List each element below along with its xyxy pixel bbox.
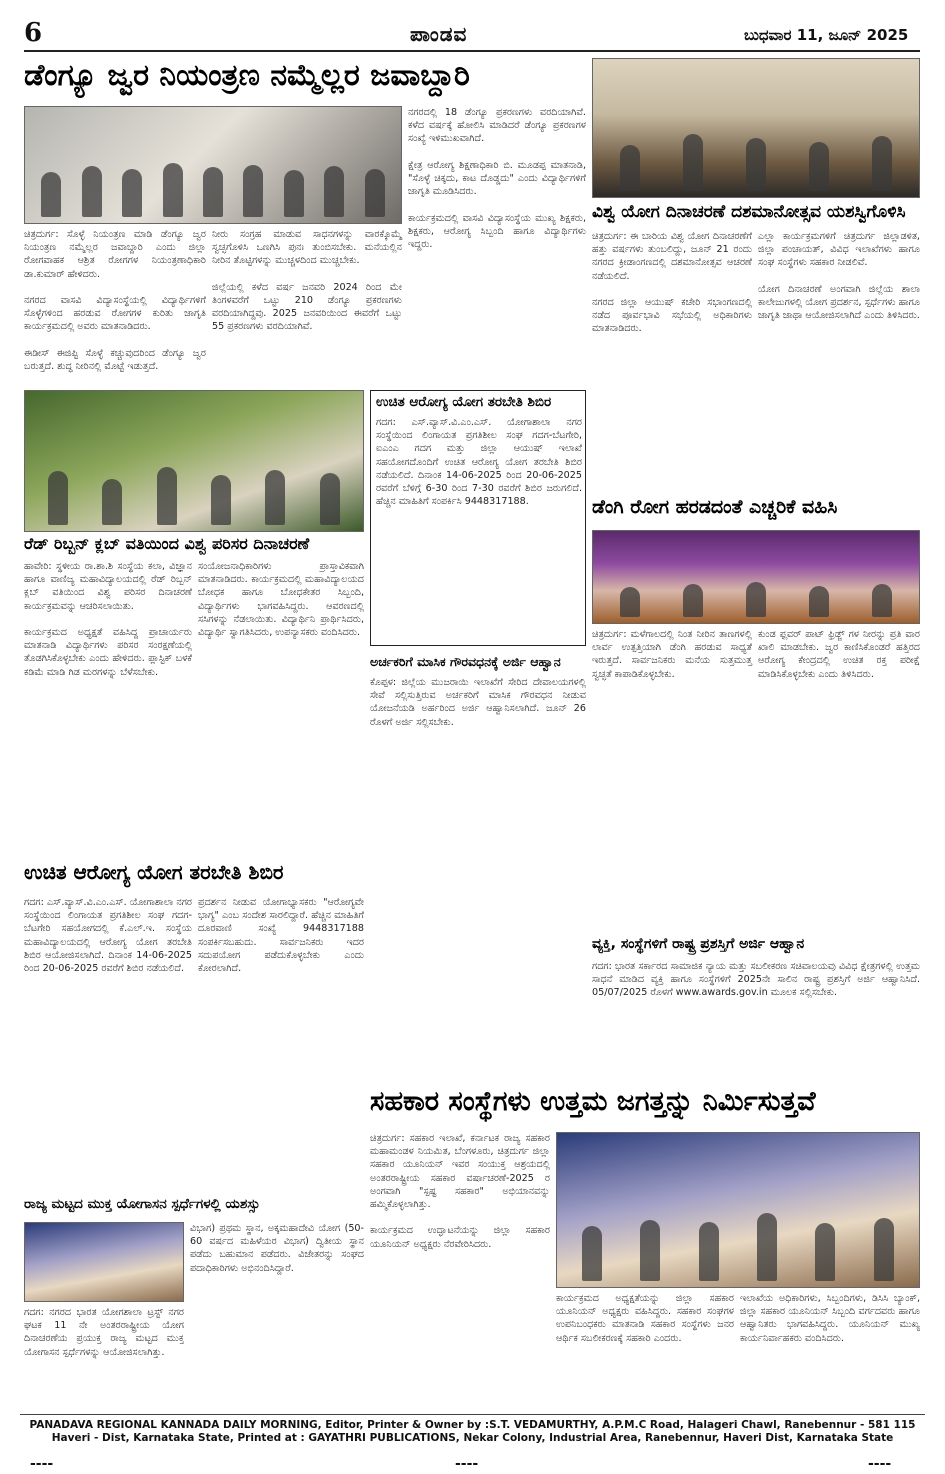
free-yoga-1-headline: ಉಚಿತ ಆರೋಗ್ಯ ಯೋಗ ತರಬೇತಿ ಶಿಬಿರ	[376, 394, 552, 410]
free-yoga-2-body-right: ಪ್ರದರ್ಶನ ನೀಡುವ ಯೋಗಾಭ್ಯಾಸಕರು "ಆರೋಗ್ಯವೇ ಭಾಗ್ಯ" ಎಂಬ ಸಂದೇಶ ಸಾರಲಿದ್ದಾರೆ. ಹೆಚ್ಚಿನ ಮಾಹಿತಿಗೆ ದೂರವಾಣಿ ಸಂಖ್ಯೆ 9448317188 ಸಂಪರ್ಕಿಸಬಹುದು. ಸಾರ್ವಜನಿಕರು ಇದರ ಸದುಪಯೋಗ ಪಡೆದುಕೊಳ್ಳಬೇಕು ಎಂದು ಕೋರಲಾಗಿದೆ.	[198, 897, 368, 975]
red-ribbon-body-left: ಹಾವೇರಿ: ಸ್ಥಳೀಯ ರಾ.ಶಾ.ಶಿ ಸಂಸ್ಥೆಯ ಕಲಾ, ವಿಜ್ಞಾನ ಹಾಗೂ ವಾಣಿಜ್ಯ ಮಹಾವಿದ್ಯಾಲಯದಲ್ಲಿ ರೆಡ್ ರಿಬ್ಬನ್ ಕ್ಲಬ್ ವತಿಯಿಂದ ವಿಶ್ವ ಪರಿಸರ ದಿನಾಚರಣೆ ಕಾರ್ಯಕ್ರಮವನ್ನು ಆಚರಿಸಲಾಯಿತು. ಕಾರ್ಯಕ್ರಮದ ಅಧ್ಯಕ್ಷತೆ ವಹಿಸಿದ್ದ ಪ್ರಾಚಾರ್ಯರು ಮಾತನಾಡಿ ವಿದ್ಯಾರ್ಥಿಗಳು ಪರಿಸರ ಸಂರಕ್ಷಣೆಯಲ್ಲಿ ತೊಡಗಿಸಿಕೊಳ್ಳಬೇಕು ಎಂದು ಹೇಳಿದರು. ಪ್ಲಾಸ್ಟಿಕ್ ಬಳಕೆ ಕಡಿಮೆ ಮಾಡಿ ಗಿಡ ಮರಗಳನ್ನು ಬೆಳೆಸಬೇಕು.	[24, 561, 192, 678]
footer-rule	[20, 1414, 925, 1415]
masthead-rule	[24, 50, 920, 52]
cooperative-headline: ಸಹಕಾರ ಸಂಸ್ಥೆಗಳು ಉತ್ತಮ ಜಗತ್ತನ್ನು ನಿರ್ಮಿಸುತ್ತವೆ	[370, 1086, 816, 1117]
red-ribbon-body-right: ಸಂಯೋಜನಾಧಿಕಾರಿಗಳು ಪ್ರಾಸ್ತಾವಿಕವಾಗಿ ಮಾತನಾಡಿದರು. ಕಾರ್ಯಕ್ರಮದಲ್ಲಿ ಮಹಾವಿದ್ಯಾಲಯದ ಬೋಧಕ ಹಾಗೂ ಬೋಧಕೇತರ ಸಿಬ್ಬಂದಿ, ವಿದ್ಯಾರ್ಥಿಗಳು ಭಾಗವಹಿಸಿದ್ದರು. ಆವರಣದಲ್ಲಿ ಸಸಿಗಳನ್ನು ನೆಡಲಾಯಿತು. ವಿದ್ಯಾರ್ಥಿನಿ ಪ್ರಾರ್ಥಿಸಿದರು, ವಿದ್ಯಾರ್ಥಿ ಸ್ವಾಗತಿಸಿದರು, ಉಪನ್ಯಾಸಕರು ವಂದಿಸಿದರು.	[198, 561, 368, 639]
edition-date: ಬುಧವಾರ 11, ಜೂನ್ 2025	[744, 26, 909, 44]
archaka-headline: ಅರ್ಚಕರಿಗೆ ಮಾಸಿಕ ಗೌರವಧನಕ್ಕೆ ಅರ್ಜಿ ಆಹ್ವಾನ	[370, 654, 561, 669]
yoga-day-headline: ವಿಶ್ವ ಯೋಗ ದಿನಾಚರಣೆ ದಶಮಾನೋತ್ಸವ ಯಶಸ್ವಿಗೊಳಿಸಿ	[592, 202, 906, 222]
archaka-body: ಕೊಪ್ಪಳ: ಜಿಲ್ಲೆಯ ಮುಜರಾಯಿ ಇಲಾಖೆಗೆ ಸೇರಿದ ದೇವಾಲಯಗಳಲ್ಲಿ ಸೇವೆ ಸಲ್ಲಿಸುತ್ತಿರುವ ಅರ್ಚಕರಿಗೆ ಮಾಸಿಕ ಗೌರವಧನ ನೀಡುವ ಯೋಜನೆಯಡಿ ಅರ್ಹರಿಂದ ಅರ್ಜಿ ಆಹ್ವಾನಿಸಲಾಗಿದೆ. ಜೂನ್ 26 ರೊಳಗೆ ಅರ್ಜಿ ಸಲ್ಲಿಸಬೇಕು.	[370, 677, 590, 728]
cooperative-body-right: ಇಲಾಖೆಯ ಅಧಿಕಾರಿಗಳು, ಸಿಬ್ಬಂದಿಗಳು, ಡಿಸಿಸಿ ಬ್ಯಾಂಕ್, ಜಿಲ್ಲಾ ಸಹಕಾರ ಯೂನಿಯನ್ ಸಿಬ್ಬಂದಿ ವರ್ಗದವರು ಹಾಗೂ ಆಹ್ವಾನಿತರು ಭಾಗವಹಿಸಿದ್ದರು. ಯೂನಿಯನ್ ಮುಖ್ಯ ಕಾರ್ಯನಿರ್ವಾಹಕರು ವಂದಿಸಿದರು.	[740, 1293, 924, 1344]
cooperative-body-mid: ಕಾರ್ಯಕ್ರಮದ ಅಧ್ಯಕ್ಷತೆಯನ್ನು ಜಿಲ್ಲಾ ಸಹಕಾರ ಯೂನಿಯನ್ ಅಧ್ಯಕ್ಷರು ವಹಿಸಿದ್ದರು. ಸಹಕಾರ ಸಂಘಗಳ ಉಪನಿಬಂಧಕರು ಮಾತನಾಡಿ ಸಹಕಾರ ಸಂಸ್ಥೆಗಳು ಜನರ ಆರ್ಥಿಕ ಸಬಲೀಕರಣಕ್ಕೆ ಸಹಕಾರಿ ಎಂದರು.	[556, 1293, 738, 1344]
dengue-headline: ಡೆಂಗ್ಯೂ ಜ್ವರ ನಿಯಂತ್ರಣ ನಮ್ಮೆಲ್ಲರ ಜವಾಬ್ದಾರಿ	[24, 58, 470, 93]
footer-line-2: Haveri - Dist, Karnataka State, Printed at : GAYATHRI PUBLICATIONS, Nekar Colony, Industrial Area, Ranebennur, Haveri Dist, Karnataka State	[51, 1432, 894, 1444]
state-yoga-photo	[24, 1222, 184, 1302]
newspaper-name: ಪಾಂಡವ	[410, 22, 468, 46]
state-yoga-headline: ರಾಜ್ಯ ಮಟ್ಟದ ಮುಕ್ತ ಯೋಗಾಸನ ಸ್ಪರ್ಧೆಗಳಲ್ಲಿ ಯಶಸ್ಸು	[24, 1196, 261, 1212]
dengue-body-mid: ನೀರು ಸಂಗ್ರಹ ಮಾಡುವ ಸಾಧನಗಳನ್ನು ವಾರಕ್ಕೊಮ್ಮೆ ಸ್ವಚ್ಛಗೊಳಿಸಿ ಒಣಗಿಸಿ ಪುನಃ ತುಂಬಿಸಬೇಕು. ಮನೆಯಲ್ಲಿನ ನೀರಿನ ತೊಟ್ಟಿಗಳನ್ನು ಮುಚ್ಚಳದಿಂದ ಮುಚ್ಚಬೇಕು. ಜಿಲ್ಲೆಯಲ್ಲಿ ಕಳೆದ ವರ್ಷ ಜನವರಿ 2024 ರಿಂದ ಮೇ ತಿಂಗಳವರೆಗೆ ಒಟ್ಟು 210 ಡೆಂಗ್ಯೂ ಪ್ರಕರಣಗಳು ವರದಿಯಾಗಿದ್ದವು. 2025 ಜನವರಿಯಿಂದ ಈವರೆಗೆ ಒಟ್ಟು 55 ಪ್ರಕರಣಗಳು ವರದಿಯಾಗಿವೆ.	[212, 229, 402, 333]
dengue-body-right: ನಗರದಲ್ಲಿ 18 ಡೆಂಗ್ಯೂ ಪ್ರಕರಣಗಳು ವರದಿಯಾಗಿವೆ. ಕಳೆದ ವರ್ಷಕ್ಕೆ ಹೋಲಿಸಿ ಮಾಡಿದರೆ ಡೆಂಗ್ಯೂ ಪ್ರಕರಣಗಳ ಸಂಖ್ಯೆ ಇಳಿಮುಖವಾಗಿದೆ. ಕ್ಷೇತ್ರ ಆರೋಗ್ಯ ಶಿಕ್ಷಣಾಧಿಕಾರಿ ಬಿ. ಮೂಡಪ್ಪ ಮಾತನಾಡಿ, "ಸೊಳ್ಳೆ ಚಿಕ್ಕದು, ಕಾಟ ದೊಡ್ಡದು" ಎಂದು ವಿದ್ಯಾರ್ಥಿಗಳಿಗೆ ಜಾಗೃತಿ ಮೂಡಿಸಿದರು. ಕಾರ್ಯಕ್ರಮದಲ್ಲಿ ವಾಸವಿ ವಿದ್ಯಾಸಂಸ್ಥೆಯ ಮುಖ್ಯ ಶಿಕ್ಷಕರು, ಶಿಕ್ಷಕರು, ಆರೋಗ್ಯ ಸಿಬ್ಬಂದಿ ಹಾಗೂ ವಿದ್ಯಾರ್ಥಿಗಳು ಇದ್ದರು.	[408, 107, 586, 251]
dengue-body-left: ಚಿತ್ರದುರ್ಗ: ಸೊಳ್ಳೆ ನಿಯಂತ್ರಣ ಮಾಡಿ ಡೆಂಗ್ಯೂ ಜ್ವರ ನಿಯಂತ್ರಣ ನಮ್ಮೆಲ್ಲರ ಜವಾಬ್ದಾರಿ ಎಂದು ಜಿಲ್ಲಾ ರೋಗವಾಹಕ ಆಶ್ರಿತ ರೋಗಗಳ ನಿಯಂತ್ರಣಾಧಿಕಾರಿ ಡಾ.ಕುಮಾರ್ ಹೇಳಿದರು. ನಗರದ ವಾಸವಿ ವಿದ್ಯಾಸಂಸ್ಥೆಯಲ್ಲಿ ವಿದ್ಯಾರ್ಥಿಗಳಿಗೆ ಸೊಳ್ಳೆಗಳಿಂದ ಹರಡುವ ರೋಗಗಳ ಕುರಿತು ಜಾಗೃತಿ ಕಾರ್ಯಕ್ರಮದಲ್ಲಿ ಅವರು ಮಾತನಾಡಿದರು. ಈಡೀಸ್ ಈಜಿಪ್ಟಿ ಸೊಳ್ಳೆ ಕಚ್ಚುವುದರಿಂದ ಡೆಂಗ್ಯೂ ಜ್ವರ ಬರುತ್ತದೆ. ಶುದ್ಧ ನೀರಿನಲ್ಲಿ ಮೊಟ್ಟೆ ಇಡುತ್ತದೆ.	[24, 229, 206, 373]
award-headline: ವ್ಯಕ್ತಿ, ಸಂಸ್ಥೆಗಳಿಗೆ ರಾಷ್ಟ್ರ ಪ್ರಶಸ್ತಿಗೆ ಅರ್ಜಿ ಆಹ್ವಾನ	[592, 936, 805, 952]
red-ribbon-headline: ರೆಡ್ ರಿಬ್ಬನ್ ಕ್ಲಬ್ ವತಿಯಿಂದ ವಿಶ್ವ ಪರಿಸರ ದಿನಾಚರಣೆ	[24, 534, 310, 553]
dengue-warning-photo	[592, 530, 920, 624]
footer-dash-right: ----	[868, 1456, 892, 1472]
dengue-warning-body-right: ಕುಂಡ ಫ್ಲವರ್ ಪಾಟ್ ಫ್ರಿಡ್ಜ್ ಗಳ ನೀರನ್ನು ಪ್ರತಿ ವಾರ ಖಾಲಿ ಮಾಡಬೇಕು. ಜ್ವರ ಕಾಣಿಸಿಕೊಂಡರೆ ಹತ್ತಿರದ ಆರೋಗ್ಯ ಕೇಂದ್ರದಲ್ಲಿ ಉಚಿತ ರಕ್ತ ಪರೀಕ್ಷೆ ಮಾಡಿಸಿಕೊಳ್ಳಬೇಕು ಎಂದು ತಿಳಿಸಿದರು.	[758, 629, 924, 680]
free-yoga-2-body-left: ಗದಗ: ಎಸ್.ವ್ಯಾಸ್.ವಿ.ಎಂ.ಎಸ್. ಯೋಗಾಶಾಲಾ ನಗರ ಸಂಸ್ಥೆಯಿಂದ ಲಿಂಗಾಯತ ಪ್ರಗತಿಶೀಲ ಸಂಘ ಗದಗ-ಬೆಟಗೇರಿ ಸಹಯೋಗದಲ್ಲಿ ಕೆ.ಎಲ್.ಇ. ಸಂಸ್ಥೆಯ ಮಹಾವಿದ್ಯಾಲಯದಲ್ಲಿ ಆರೋಗ್ಯ ಯೋಗ ತರಬೇತಿ ಶಿಬಿರ ಆಯೋಜಿಸಲಾಗಿದೆ. ದಿನಾಂಕ 14-06-2025 ರಿಂದ 20-06-2025 ರವರೆಗೆ ಶಿಬಿರ ನಡೆಯಲಿದೆ.	[24, 897, 196, 975]
yoga-day-body-left: ಚಿತ್ರದುರ್ಗ: ಈ ಬಾರಿಯ ವಿಶ್ವ ಯೋಗ ದಿನಾಚರಣೆಗೆ ಹತ್ತು ವರ್ಷಗಳು ತುಂಬಲಿದ್ದು, ಜೂನ್ 21 ರಂದು ನಗರದ ಕ್ರೀಡಾಂಗಣದಲ್ಲಿ ದಶಮಾನೋತ್ಸವ ಆಚರಣೆ ನಡೆಯಲಿದೆ. ನಗರದ ಜಿಲ್ಲಾ ಆಯುಷ್ ಕಚೇರಿ ಸಭಾಂಗಣದಲ್ಲಿ ನಡೆದ ಪೂರ್ವಭಾವಿ ಸಭೆಯಲ್ಲಿ ಅಧಿಕಾರಿಗಳು ಮಾತನಾಡಿದರು.	[592, 231, 752, 335]
free-yoga-2-headline: ಉಚಿತ ಆರೋಗ್ಯ ಯೋಗ ತರಬೇತಿ ಶಿಬಿರ	[24, 860, 284, 884]
state-yoga-body-left: ಗದಗ: ನಗರದ ಭಾರತ ಯೋಗಶಾಲಾ ಟ್ರಸ್ಟ್ ನಗರ ಘಟಕ 11 ನೇ ಅಂತರರಾಷ್ಟ್ರೀಯ ಯೋಗ ದಿನಾಚರಣೆಯ ಪ್ರಯುಕ್ತ ರಾಜ್ಯ ಮಟ್ಟದ ಮುಕ್ತ ಯೋಗಾಸನ ಸ್ಪರ್ಧೆಗಳನ್ನು ಆಯೋಜಿಸಲಾಗಿತ್ತು.	[24, 1307, 188, 1358]
red-ribbon-photo	[24, 390, 364, 532]
state-yoga-body-right: ವಿಭಾಗ) ಪ್ರಥಮ ಸ್ಥಾನ, ಅಕ್ಕಮಹಾದೇವಿ ಯೋಗ (50-60 ವರ್ಷದ ಮಹಿಳೆಯರ ವಿಭಾಗ) ದ್ವಿತೀಯ ಸ್ಥಾನ ಪಡೆದು ಬಹುಮಾನ ಪಡೆದರು. ವಿಜೇತರನ್ನು ಸಂಘದ ಪದಾಧಿಕಾರಿಗಳು ಅಭಿನಂದಿಸಿದ್ದಾರೆ.	[190, 1223, 368, 1274]
free-yoga-1-body: ಗದಗ: ಎಸ್.ವ್ಯಾಸ್.ವಿ.ಎಂ.ಎಸ್. ಯೋಗಾಶಾಲಾ ನಗರ ಸಂಸ್ಥೆಯಿಂದ ಲಿಂಗಾಯತ ಪ್ರಗತಿಶೀಲ ಸಂಘ ಗದಗ-ಬೆಟಗೇರಿ, ಐಎಂಎ ಗದಗ ಮತ್ತು ಜಿಲ್ಲಾ ಆಯುಷ್ ಇಲಾಖೆ ಸಹಯೋಗದೊಂದಿಗೆ ಉಚಿತ ಆರೋಗ್ಯ ಯೋಗ ತರಬೇತಿ ಶಿಬಿರ ನಡೆಯಲಿದೆ. ದಿನಾಂಕ 14-06-2025 ರಿಂದ 20-06-2025 ರವರೆಗೆ ಬೆಳಿಗ್ಗೆ 6-30 ರಿಂದ 7-30 ರವರೆಗೆ ಶಿಬಿರ ಜರುಗಲಿದೆ. ಹೆಚ್ಚಿನ ಮಾಹಿತಿಗೆ ಸಂಪರ್ಕಿಸಿ 9448317188.	[376, 417, 586, 508]
page-number: 6	[24, 18, 43, 48]
cooperative-body-left: ಚಿತ್ರದುರ್ಗ: ಸಹಕಾರ ಇಲಾಖೆ, ಕರ್ನಾಟಕ ರಾಜ್ಯ ಸಹಕಾರ ಮಹಾಮಂಡಳ ನಿಯಮಿತ, ಬೆಂಗಳೂರು, ಚಿತ್ರದುರ್ಗ ಜಿಲ್ಲಾ ಸಹಕಾರ ಯೂನಿಯನ್ ಇವರ ಸಂಯುಕ್ತ ಆಶ್ರಯದಲ್ಲಿ ಅಂತರರಾಷ್ಟ್ರೀಯ ಸಹಕಾರ ವರ್ಷಾಚರಣೆ-2025 ರ ಅಂಗವಾಗಿ "ಸ್ಪಷ್ಟ ಸಹಕಾರ" ಅಭಿಯಾನವನ್ನು ಹಮ್ಮಿಕೊಳ್ಳಲಾಗಿತ್ತು. ಕಾರ್ಯಕ್ರಮದ ಉದ್ಘಾಟನೆಯನ್ನು ಜಿಲ್ಲಾ ಸಹಕಾರ ಯೂನಿಯನ್ ಅಧ್ಯಕ್ಷರು ನೆರವೇರಿಸಿದರು.	[370, 1133, 550, 1250]
cooperative-photo	[556, 1132, 920, 1288]
award-body: ಗದಗ: ಭಾರತ ಸರ್ಕಾರದ ಸಾಮಾಜಿಕ ನ್ಯಾಯ ಮತ್ತು ಸಬಲೀಕರಣ ಸಚಿವಾಲಯವು ವಿವಿಧ ಕ್ಷೇತ್ರಗಳಲ್ಲಿ ಉತ್ತಮ ಸಾಧನೆ ಮಾಡಿದ ವ್ಯಕ್ತಿ ಹಾಗೂ ಸಂಸ್ಥೆಗಳಿಗೆ 2025ನೇ ಸಾಲಿನ ರಾಷ್ಟ್ರ ಪ್ರಶಸ್ತಿಗೆ ಅರ್ಜಿ ಆಹ್ವಾನಿಸಿದೆ. 05/07/2025 ರೊಳಗೆ www.awards.gov.in ಮೂಲಕ ಸಲ್ಲಿಸಬೇಕು.	[592, 961, 924, 999]
yoga-day-body-right: ಎಲ್ಲಾ ಕಾರ್ಯಕ್ರಮಗಳಿಗೆ ಚಿತ್ರದುರ್ಗ ಜಿಲ್ಲಾಡಳಿತ, ಜಿಲ್ಲಾ ಪಂಚಾಯತ್, ವಿವಿಧ ಇಲಾಖೆಗಳು ಹಾಗೂ ಸಂಘ ಸಂಸ್ಥೆಗಳು ಸಹಕಾರ ನೀಡಲಿವೆ. ಯೋಗ ದಿನಾಚರಣೆ ಅಂಗವಾಗಿ ಜಿಲ್ಲೆಯ ಶಾಲಾ ಕಾಲೇಜುಗಳಲ್ಲಿ ಯೋಗ ಪ್ರದರ್ಶನ, ಸ್ಪರ್ಧೆಗಳು ಹಾಗೂ ಜಾಗೃತಿ ಜಾಥಾ ಆಯೋಜಿಸಲಾಗಿದೆ ಎಂದು ತಿಳಿಸಿದರು.	[758, 231, 920, 322]
yoga-day-photo	[592, 58, 920, 198]
dengue-warning-headline: ಡೆಂಗಿ ರೋಗ ಹರಡದಂತೆ ಎಚ್ಚರಿಕೆ ವಹಿಸಿ	[592, 496, 838, 518]
dengue-photo	[24, 106, 402, 224]
dengue-warning-body-left: ಚಿತ್ರದುರ್ಗ: ಮಳೆಗಾಲದಲ್ಲಿ ನಿಂತ ನೀರಿನ ತಾಣಗಳಲ್ಲಿ ಲಾರ್ವ ಉತ್ಪತ್ತಿಯಾಗಿ ಡೆಂಗಿ ಹರಡುವ ಸಾಧ್ಯತೆ ಇರುತ್ತದೆ. ಸಾರ್ವಜನಿಕರು ಮನೆಯ ಸುತ್ತಮುತ್ತ ಸ್ವಚ್ಛತೆ ಕಾಪಾಡಿಕೊಳ್ಳಬೇಕು.	[592, 629, 756, 680]
footer-line-1: PANADAVA REGIONAL KANNADA DAILY MORNING, Editor, Printer & Owner by :S.T. VEDAMURTHY, A.P.M.C Road, Halageri Chawl, Ranebennur - 581 115	[29, 1419, 916, 1431]
footer-dash-mid: ----	[455, 1456, 479, 1472]
footer-dash-left: ----	[30, 1456, 54, 1472]
